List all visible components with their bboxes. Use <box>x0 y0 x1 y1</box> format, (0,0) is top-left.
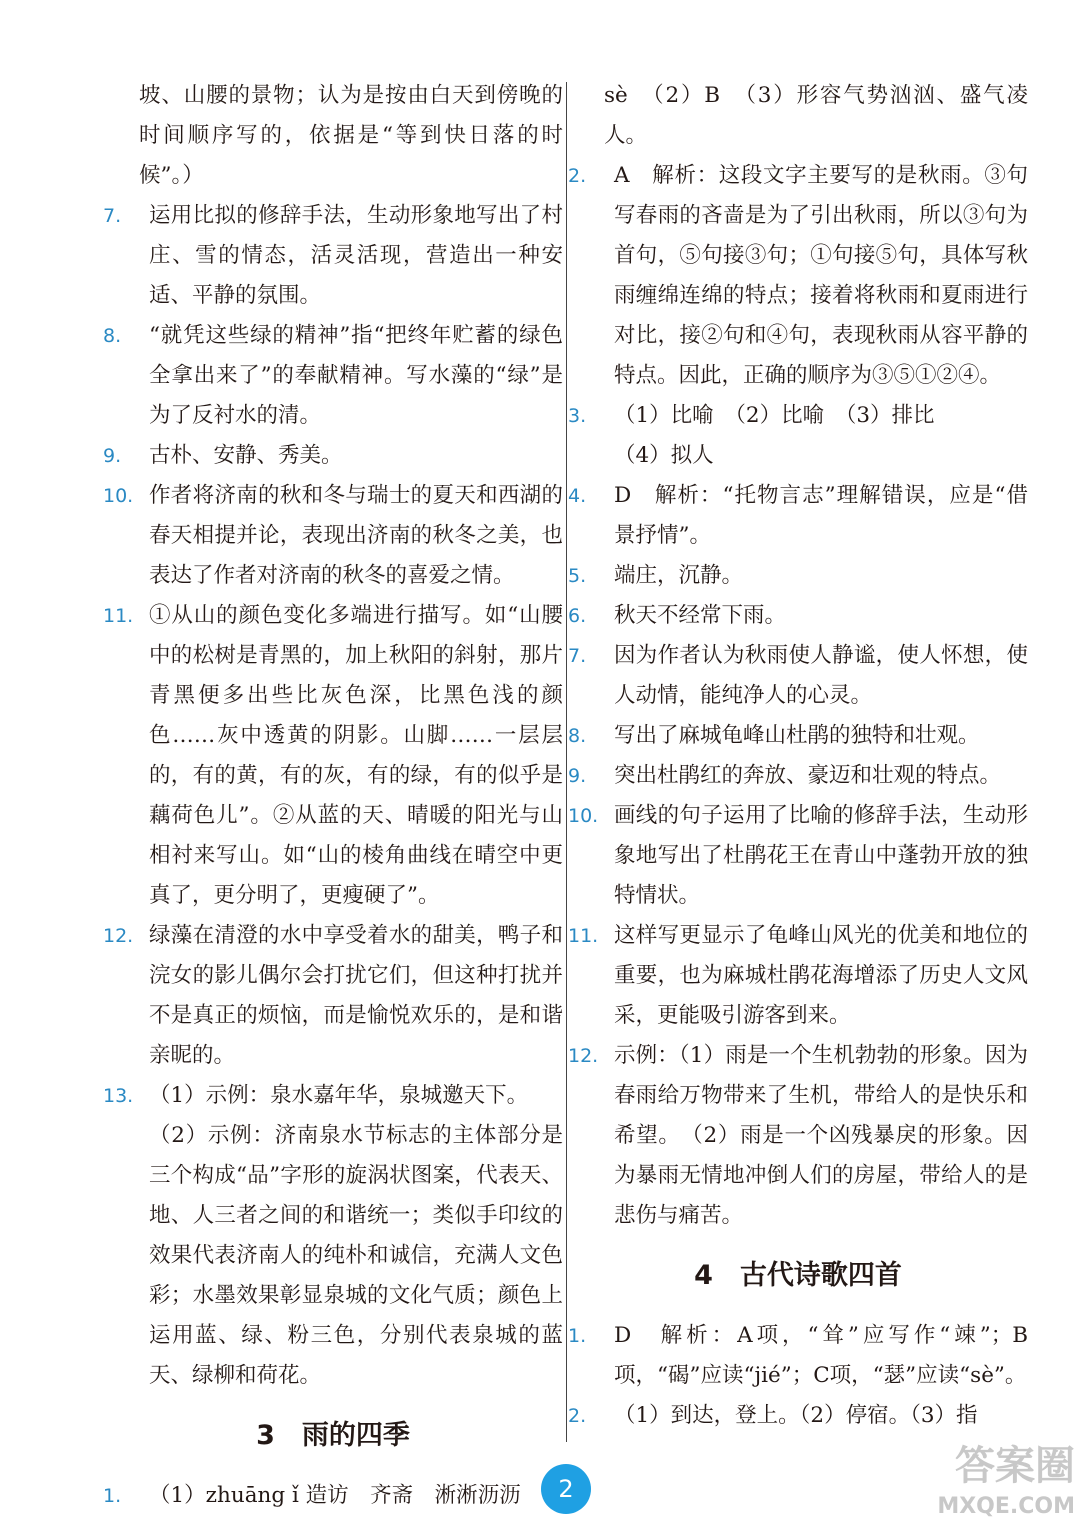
answer-item: 12. 示例：（1）雨是一个生机勃勃的形象。因为春雨给万物带来了生机，带给人的是快乐和希望。 （2）雨是一个凶残暴戾的形象。因为暴雨无情地冲倒人们的房屋，带给人的是悲伤与痛苦。 <box>568 1043 1028 1228</box>
answer-item: 5. 端庄，沉静。 <box>568 563 744 588</box>
answer-item: 2. （1）到达，登上。（2）停宿。（3）指 <box>568 1403 978 1428</box>
answer-item: 13. （1）示例：泉水嘉年华，泉城邀天下。 （2）示例：济南泉水节标志的主体部分是三个构成“品”字形的旋涡状图案，代表天、地、人三者之间的和谐统一；类似手印纹的效果代表济南人的纯朴和诚信，充满人文色彩；水墨效果彰显泉城的文化气质；颜色上运用蓝、绿、粉三色，分别代表泉城的蓝天、绿柳和荷花。 <box>103 1083 563 1388</box>
answer-item: 9. 古朴、安静、秀美。 <box>103 443 343 468</box>
section-heading: 3 雨的四季 <box>256 1420 410 1451</box>
answer-item: 11. ①从山的颜色变化多端进行描写。如“山腰中的松树是青黑的，加上秋阳的斜射，那片青黑便多出些比灰色深，比黑色浅的颜色……灰中透黄的阴影。山脚……一层层的，有的黄，有的灰，有的绿，有的似乎是藕荷色儿”。②从蓝的天、晴暖的阳光与山相衬来写山。如“山的棱角曲线在晴空中更真了，更分明了，更瘦硬了”。 <box>103 603 563 908</box>
answer-item: 3. （1）比喻 （2）比喻 （3）排比 （4）拟人 <box>568 403 935 468</box>
answer-item: 10. 作者将济南的秋和冬与瑞士的夏天和西湖的春天相提并论，表现出济南的秋冬之美，也表达了作者对济南的秋冬的喜爱之情。 <box>103 483 563 588</box>
answer-item: 坡、山腰的景物；认为是按由白天到傍晚的时间顺序写的，依据是“等到快日落的时候”。） <box>139 83 563 188</box>
answer-item: 7. 因为作者认为秋雨使人静谧，使人怀想，使人动情，能纯净人的心灵。 <box>568 643 1028 708</box>
answer-item: 12. 绿藻在清澄的水中享受着水的甜美，鸭子和浣女的影儿偶尔会打扰它们，但这种打扰并不是真正的烦恼，而是愉悦欢乐的，是和谐亲昵的。 <box>103 923 563 1068</box>
answer-item: 1. D 解析：A项，“耸”应写作“竦”；B项，“碣”应读“jié”；C项，“瑟”应读“sè”。 <box>568 1323 1028 1388</box>
column-divider <box>566 82 567 1442</box>
answer-item: 8. “就凭这些绿的精神”指“把终年贮蓄的绿色全拿出来了”的奉献精神。写水藻的“绿”是为了反衬水的清。 <box>103 323 563 428</box>
watermark-url: MXQE.COM <box>937 1494 1075 1519</box>
answer-item: 1. （1）zhuāng ǐ 造访 齐斋 淅淅沥沥 <box>103 1483 521 1508</box>
answer-item: 7. 运用比拟的修辞手法，生动形象地写出了村庄、雪的情态，活灵活现，营造出一种安适、平静的氛围。 <box>103 203 563 308</box>
answer-item: 10. 画线的句子运用了比喻的修辞手法，生动形象地写出了杜鹃花王在青山中蓬勃开放的独特情状。 <box>568 803 1028 908</box>
watermark-logo <box>900 1440 1075 1530</box>
answer-item: 11. 这样写更显示了龟峰山风光的优美和地位的重要，也为麻城杜鹃花海增添了历史人文风采，更能吸引游客到来。 <box>568 923 1028 1028</box>
page-number-badge: 2 <box>541 1464 591 1514</box>
answer-item: 4. D 解析：“托物言志”理解错误，应是“借景抒情”。 <box>568 483 1028 548</box>
left-column <box>103 76 563 1516</box>
answer-item: 9. 突出杜鹃红的奔放、豪迈和壮观的特点。 <box>568 763 1002 788</box>
answer-item: 8. 写出了麻城龟峰山杜鹃的独特和壮观。 <box>568 723 980 748</box>
answer-item: sè （2）B （3）形容气势汹汹、盛气凌人。 <box>604 83 1028 148</box>
watermark-title: 答案圈 <box>955 1443 1075 1489</box>
right-column <box>568 76 1028 1436</box>
section-heading: 4 古代诗歌四首 <box>694 1260 902 1291</box>
answer-item: 2. A 解析：这段文字主要写的是秋雨。③句写春雨的吝啬是为了引出秋雨，所以③句为首句，⑤句接③句；①句接⑤句，具体写秋雨缠绵连绵的特点；接着将秋雨和夏雨进行对比，接②句和④句，表现秋雨从容平静的特点。因此，正确的顺序为③⑤①②④。 <box>568 163 1028 388</box>
answer-item: 6. 秋天不经常下雨。 <box>568 603 787 628</box>
